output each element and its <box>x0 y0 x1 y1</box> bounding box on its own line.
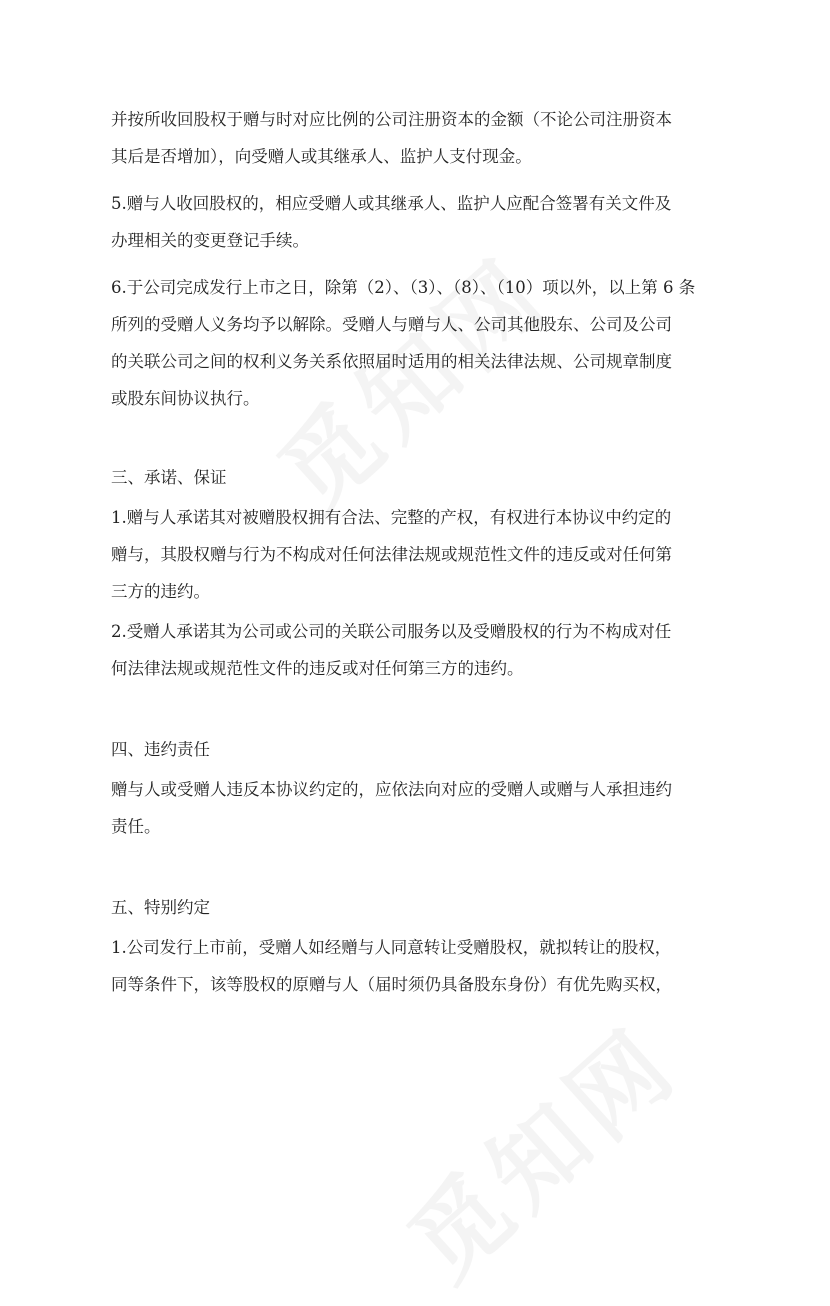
section-heading: 四、违约责任 <box>111 740 210 759</box>
text-line: 或股东间协议执行。 <box>111 389 260 408</box>
text-line: 2.受赠人承诺其为公司或公司的关联公司服务以及受赠股权的行为不构成对任 <box>111 622 672 641</box>
text-line: 三方的违约。 <box>111 582 210 601</box>
section-heading: 五、特别约定 <box>111 898 210 917</box>
text-line: 赠与人或受赠人违反本协议约定的，应依法向对应的受赠人或赠与人承担违约 <box>111 780 672 799</box>
paragraph <box>111 936 672 996</box>
text-line: 同等条件下，该等股权的原赠与人（届时须仍具备股东身份）有优先购买权， <box>111 975 672 994</box>
text-line: 的关联公司之间的权利义务关系依照届时适用的相关法律法规、公司规章制度 <box>111 352 672 371</box>
text-line: 何法律法规或规范性文件的违反或对任何第三方的违约。 <box>111 659 524 678</box>
paragraph <box>111 506 672 603</box>
text-line: 并按所收回股权于赠与时对应比例的公司注册资本的金额（不论公司注册资本 <box>111 110 672 129</box>
text-line: 赠与，其股权赠与行为不构成对任何法律法规或规范性文件的违反或对任何第 <box>111 545 672 564</box>
text-line: 1.赠与人承诺其对被赠股权拥有合法、完整的产权，有权进行本协议中约定的 <box>111 508 672 527</box>
paragraph <box>111 192 671 252</box>
text-line: 办理相关的变更登记手续。 <box>111 231 309 250</box>
text-line: 5.赠与人收回股权的，相应受赠人或其继承人、监护人应配合签署有关文件及 <box>111 194 672 213</box>
text-line: 其后是否增加），向受赠人或其继承人、监护人支付现金。 <box>111 147 532 166</box>
paragraph <box>111 276 695 410</box>
paragraph <box>111 778 672 838</box>
paragraph <box>111 620 671 680</box>
text-line: 1.公司发行上市前，受赠人如经赠与人同意转让受赠股权，就拟转让的股权， <box>111 938 672 957</box>
section-heading: 三、承诺、保证 <box>111 468 227 487</box>
text-line: 6.于公司完成发行上市之日，除第（2）、（3）、（8）、（10）项以外，以上第 6 条 <box>111 278 696 297</box>
text-line: 责任。 <box>111 817 161 836</box>
text-line: 所列的受赠人义务均予以解除。受赠人与赠与人、公司其他股东、公司及公司 <box>111 315 672 334</box>
paragraph <box>111 108 672 168</box>
watermark <box>375 991 703 1306</box>
